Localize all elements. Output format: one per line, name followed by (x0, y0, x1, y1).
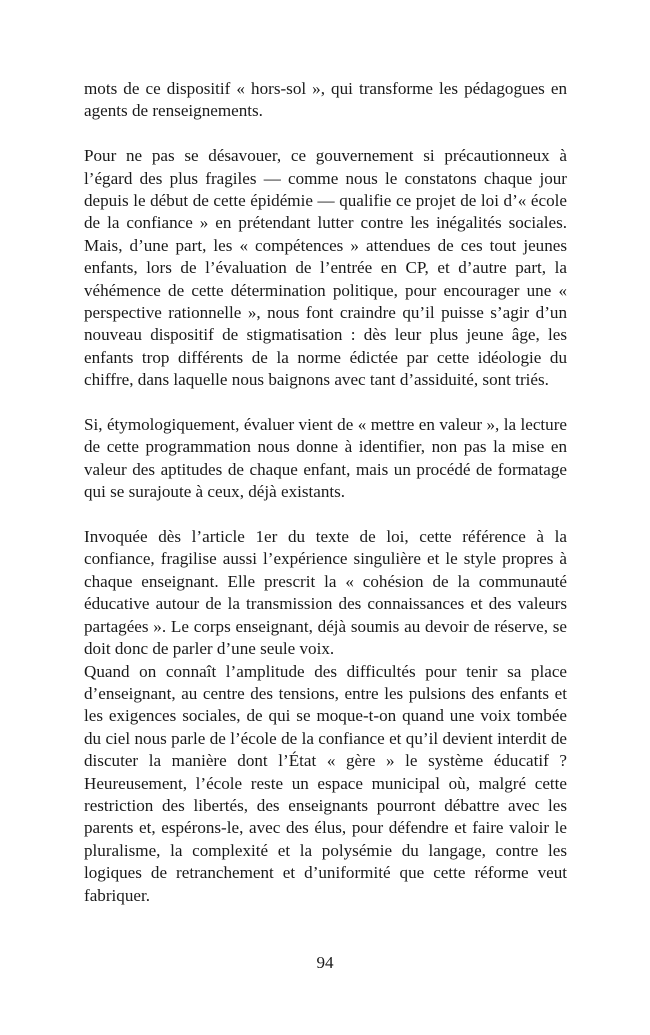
page-number: 94 (316, 953, 334, 972)
paragraph-1: mots de ce dispositif « hors-sol », qui transforme les pédagogues en agents de renseignements. (84, 79, 567, 121)
paragraph-5: Quand on connaît l’amplitude des difficultés pour tenir sa place d’enseignant, au centre des tensions, entre les pulsions des enfants et les exigences sociales, de qui se moque-t-on quand une voix tombée du ciel nous parle de l’école de la confiance et qu’il devient interdit de discuter la manière dont l’État « gère » le système éducatif ? Heureusement, l’école reste un espace municipal où, malgré cette restriction des libertés, des enseignants pourront débattre avec les parents et, espérons-le, avec des élus, pour défendre et faire valoir le pluralisme, la complexité et la polysémie du langage, contre les logiques de retranchement et d’uniformité que cette réforme veut fabriquer. (84, 661, 567, 905)
page-body (84, 78, 567, 907)
paragraph-4: Invoquée dès l’article 1er du texte de loi, cette référence à la confiance, fragilise aussi l’expérience singulière et le style propres à chaque enseignant. Elle prescrit la « cohésion de la communauté éducative autour de la transmission des connaissances et des valeurs partagées ». Le corps enseignant, déjà soumis au devoir de réserve, se doit donc de parler d’une seule voix. (84, 527, 567, 659)
paragraph-3: Si, étymologiquement, évaluer vient de « mettre en valeur », la lecture de cette programmation nous donne à identifier, non pas la mise en valeur des aptitudes de chaque enfant, mais un procédé de formatage qui se surajoute à ceux, déjà existants. (84, 415, 567, 502)
paragraph-2: Pour ne pas se désavouer, ce gouvernement si précautionneux à l’égard des plus fragiles — comme nous le constatons chaque jour depuis le début de cette épidémie — qualifie ce projet de loi d’« école de la confiance » en prétendant lutter contre les inégalités sociales. Mais, d’une part, les « compétences » attendues de ces tout jeunes enfants, lors de l’évaluation de l’entrée en CP, et d’autre part, la véhémence de cette détermination politique, pour encourager une « perspective rationnelle », nous font craindre qu’il puisse s’agir d’un nouveau dispositif de stigmatisation : dès leur plus jeune âge, les enfants trop différents de la norme édictée par cette idéologie du chiffre, dans laquelle nous baignons avec tant d’assiduité, sont triés. (84, 146, 567, 390)
